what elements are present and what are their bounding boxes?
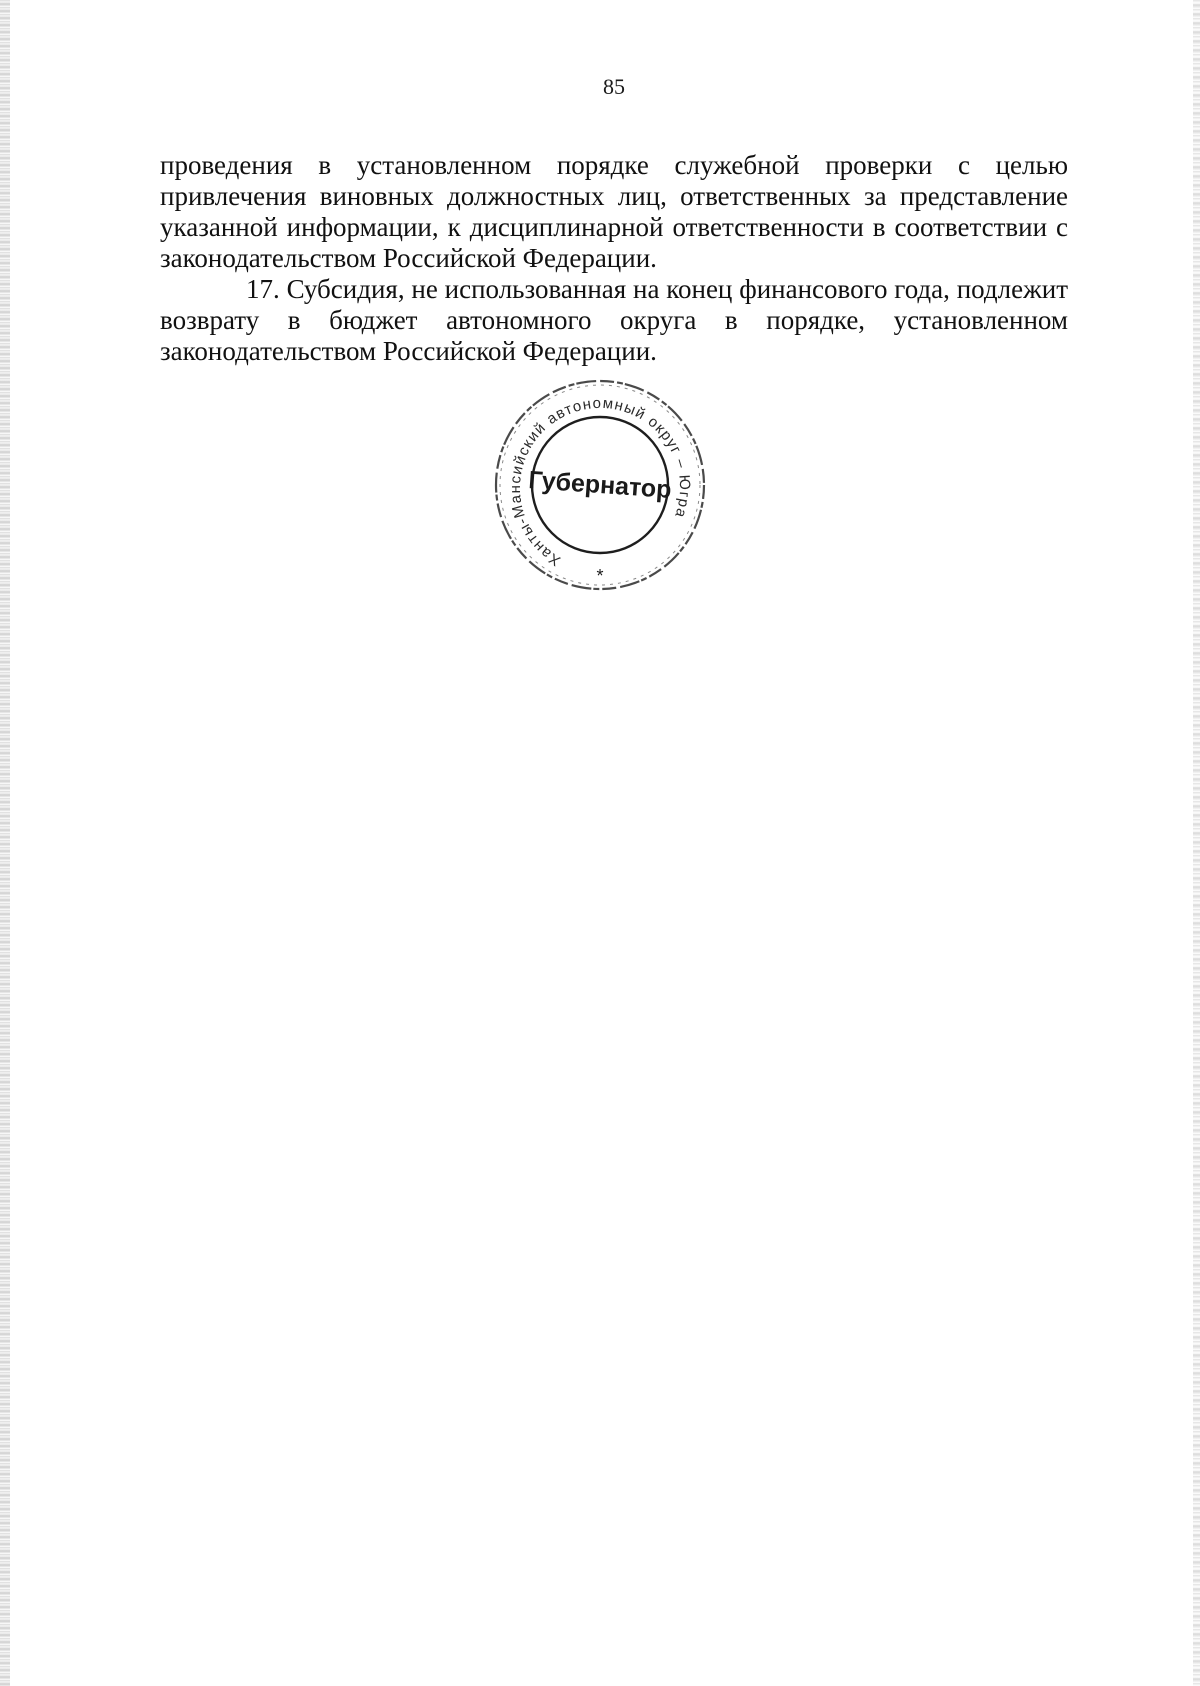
paragraph-continuation: проведения в установленном порядке служебной проверки с целью привлечения виновных должностных лиц, ответственных за представление указанной информации, к дисциплинарной ответственности в соответствии с законодательством Российской Федерации.	[160, 150, 1068, 273]
document-body	[160, 150, 1068, 367]
page-number: 85	[603, 74, 625, 99]
governor-seal-stamp	[483, 372, 717, 598]
stamp-ring-text: Ханты-Мансийский автономный округ – Югра	[506, 394, 694, 570]
scan-edge-left	[0, 0, 10, 1686]
stamp-center-text: Губернатор	[527, 466, 673, 504]
scan-edge-right	[1193, 0, 1200, 1686]
stamp-star: *	[596, 566, 604, 586]
paragraph-17: 17. Субсидия, не использованная на конец финансового года, подлежит возврату в бюджет автономного округа в порядке, установленном законодательством Российской Федерации.	[160, 274, 1068, 366]
